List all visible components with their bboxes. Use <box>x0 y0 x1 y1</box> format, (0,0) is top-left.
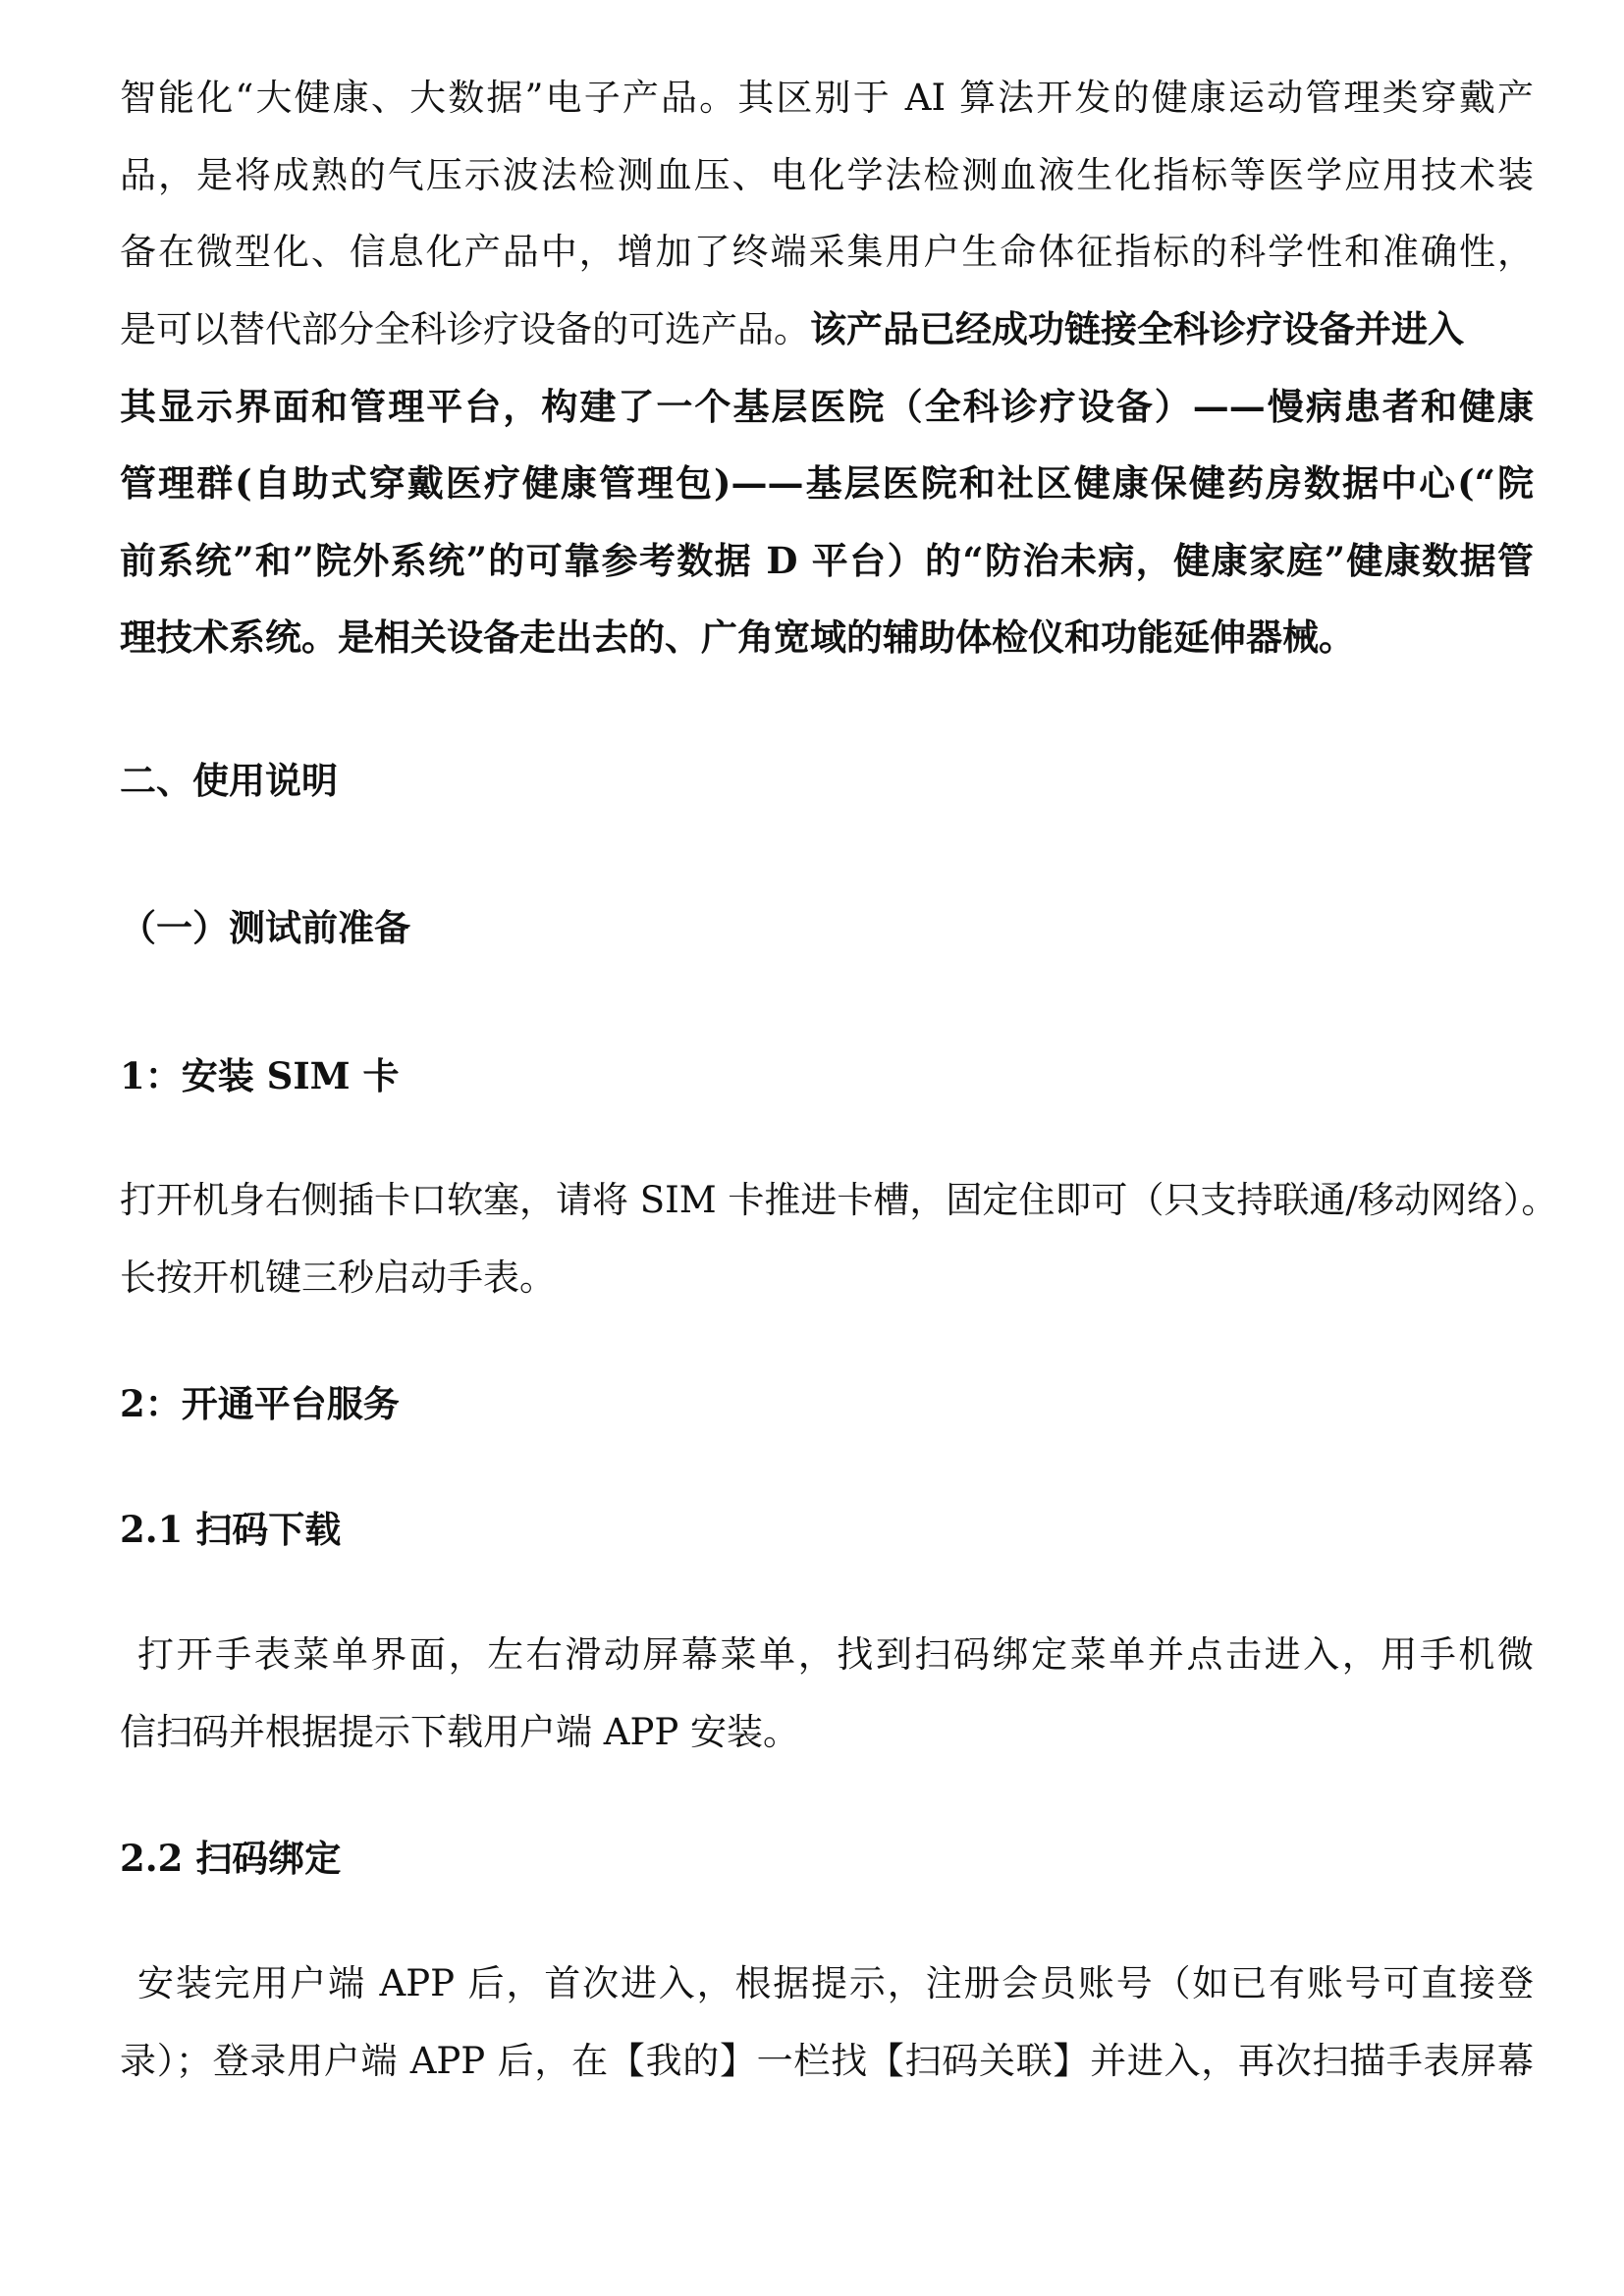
step2-1-heading: 2.1 扫码下载 <box>120 1508 342 1551</box>
step2-1-line-1: 打开手表菜单界面，左右滑动屏幕菜单，找到扫码绑定菜单并点击进入，用手机微 <box>137 1633 1534 1676</box>
intro-line-3: 备在微型化、信息化产品中，增加了终端采集用户生命体征指标的科学性和准确性， <box>120 231 1534 273</box>
step2-2-line-1: 安装完用户端 APP 后，首次进入，根据提示，注册会员账号（如已有账号可直接登 <box>137 1962 1534 2004</box>
intro-line-1: 智能化“大健康、大数据”电子产品。其区别于 AI 算法开发的健康运动管理类穿戴产 <box>120 77 1534 119</box>
intro-line-7: 前系统”和”院外系统”的可靠参考数据 D 平台）的“防治未病，健康家庭”健康数据管 <box>120 539 1534 582</box>
step1-heading: 1：安装 SIM 卡 <box>120 1054 400 1097</box>
step2-2-heading: 2.2 扫码绑定 <box>120 1837 342 1880</box>
step1-line-1: 打开机身右侧插卡口软塞，请将 SIM 卡推进卡槽，固定住即可（只支持联通/移动网络）。 <box>120 1179 1558 1221</box>
step2-heading: 2：开通平台服务 <box>120 1382 400 1425</box>
step2-2-line-2: 录）；登录用户端 APP 后，在【我的】一栏找【扫码关联】并进入，再次扫描手表屏幕 <box>120 2040 1534 2082</box>
intro-line-4 <box>120 299 1534 359</box>
intro-line-5: 其显示界面和管理平台，构建了一个基层医院（全科诊疗设备）——慢病患者和健康 <box>120 385 1534 428</box>
section-heading: 二、使用说明 <box>120 759 338 802</box>
intro-line-4-bold: 该产品已经成功链接全科诊疗设备并进入 <box>810 307 1464 350</box>
step2-1-line-2: 信扫码并根据提示下载用户端 APP 安装。 <box>120 1711 800 1753</box>
subsection-heading: （一）测试前准备 <box>120 906 410 949</box>
intro-line-2: 品，是将成熟的气压示波法检测血压、电化学法检测血液生化指标等医学应用技术装 <box>120 154 1534 196</box>
step1-line-2: 长按开机键三秒启动手表。 <box>120 1256 556 1299</box>
intro-line-4-normal: 是可以替代部分全科诊疗设备的可选产品。 <box>120 308 810 350</box>
intro-line-6: 管理群(自助式穿戴医疗健康管理包)——基层医院和社区健康保健药房数据中心(“院 <box>120 461 1534 505</box>
intro-line-8: 理技术系统。是相关设备走出去的、广角宽域的辅助体检仪和功能延伸器械。 <box>120 615 1355 659</box>
